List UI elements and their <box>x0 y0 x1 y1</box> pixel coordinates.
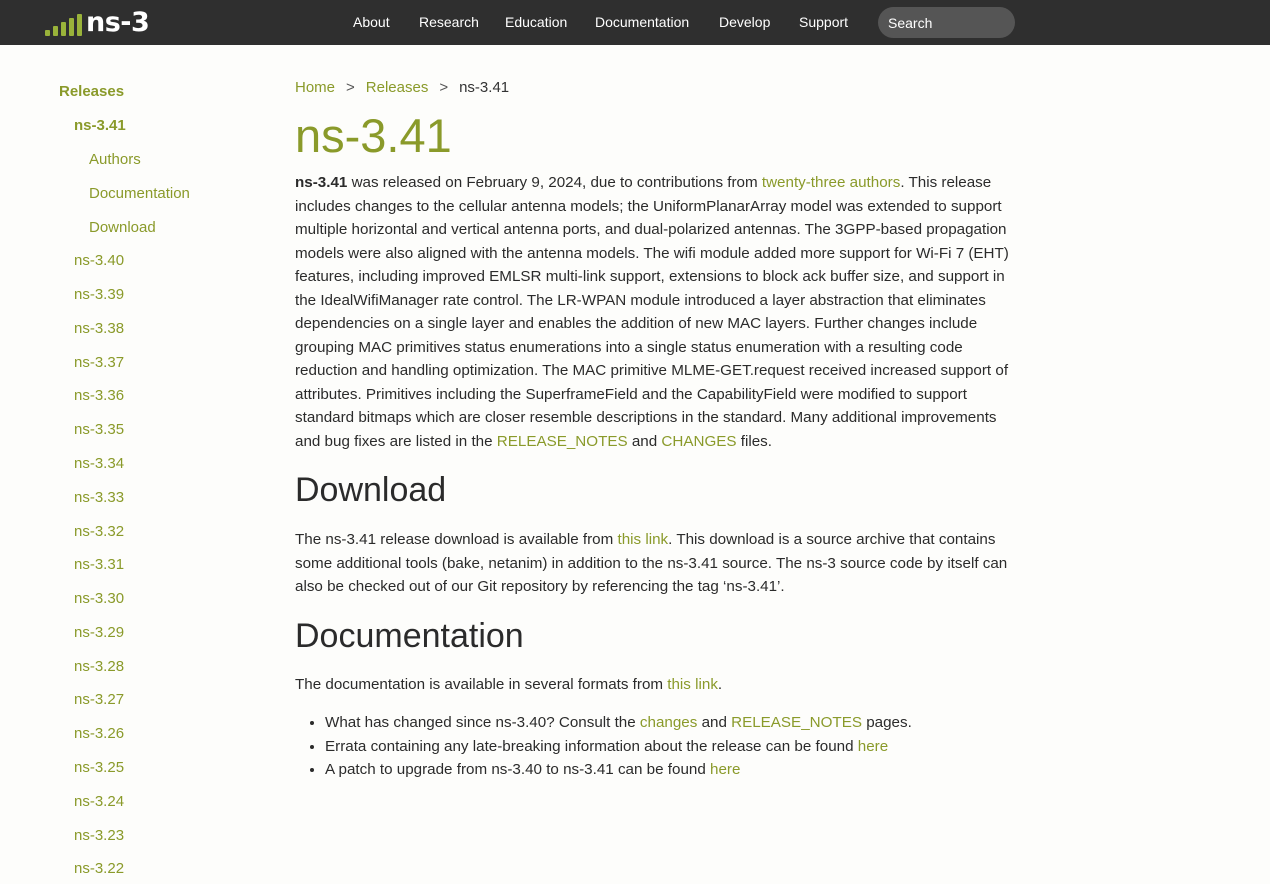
list-item-text: What has changed since ns-3.40? Consult the <box>325 714 640 731</box>
sidebar-item-release[interactable]: ns-3.24 <box>74 793 125 810</box>
sidebar-item-release[interactable]: ns-3.31 <box>74 556 125 573</box>
intro-text: . This release includes changes to the cellular antenna models; the UniformPlanarArray model was extended to support multiple horizontal and vertical antenna ports, and dual-polarized antennas. The 3GPP-based propagation models were also aligned with the antenna models. The wifi module added more support for Wi-Fi 7 (EHT) features, including improved EMLSR multi-link support, extensions to block ack buffer size, and support in the IdealWifiManager rate control. The LR-WPAN module introduced a layer abstraction that eliminates dependencies on a single layer and enables the addition of new MAC layers. Further changes include grouping MAC primitives status enumerations into a single status enumeration with a resulting code reduction and handling optimization. The MAC primitive MLME-GET.request received increased support of attributes. Primitives including the SuperframeField and the CapabilityField were modified to support standard bitmaps which are closer resemble descriptions in the standard. Many additional improvements and bug fixes are listed in the <box>295 174 1009 450</box>
site-logo[interactable] <box>45 7 150 38</box>
sidebar-item-download[interactable]: Download <box>89 219 156 236</box>
sidebar-item-release[interactable]: ns-3.25 <box>74 759 125 776</box>
changes-link[interactable]: CHANGES <box>661 432 737 450</box>
documentation-list <box>295 711 1025 782</box>
sidebar-item-release[interactable]: ns-3.23 <box>74 827 125 844</box>
sidebar-item-release[interactable]: ns-3.26 <box>74 725 125 742</box>
sidebar-item-release[interactable]: ns-3.33 <box>74 489 125 506</box>
nav-develop[interactable]: Develop <box>719 14 771 30</box>
nav-research[interactable]: Research <box>419 14 479 30</box>
logo-text: ns-3 <box>86 7 150 38</box>
intro-text: and <box>627 432 662 450</box>
sidebar-item-release[interactable]: ns-3.22 <box>74 860 125 877</box>
list-item <box>325 735 1025 759</box>
sidebar-item-release[interactable]: ns-3.35 <box>74 421 125 438</box>
list-item-text: Errata containing any late-breaking information about the release can be found <box>325 737 858 755</box>
top-navbar <box>0 0 1270 45</box>
sidebar-item-release[interactable]: ns-3.40 <box>74 252 125 269</box>
breadcrumb-separator: > <box>346 79 355 96</box>
sidebar-item-release[interactable]: ns-3.32 <box>74 523 125 540</box>
documentation-text: The documentation is available in several formats from <box>295 676 668 693</box>
list-item-text: A patch to upgrade from ns-3.40 to ns-3.41 can be found <box>325 761 711 778</box>
sidebar-item-authors[interactable]: Authors <box>89 151 141 168</box>
page-title: ns-3.41 <box>295 109 452 162</box>
intro-bold-version: ns-3.41 <box>295 174 348 191</box>
download-link[interactable]: this link <box>617 531 669 548</box>
list-item <box>325 711 1025 735</box>
sidebar-item-releases[interactable]: Releases <box>59 83 125 100</box>
list-item-text: pages. <box>861 714 912 731</box>
breadcrumb-current: ns-3.41 <box>459 79 510 96</box>
nav-education[interactable]: Education <box>505 14 568 30</box>
documentation-text: . <box>717 676 723 693</box>
sidebar-item-documentation[interactable]: Documentation <box>89 185 190 202</box>
documentation-link[interactable]: this link <box>667 676 718 693</box>
intro-text: files. <box>736 432 772 450</box>
authors-link[interactable]: twenty-three authors <box>761 174 901 191</box>
sidebar-item-release[interactable]: ns-3.39 <box>74 286 125 303</box>
sidebar-item-release[interactable]: ns-3.28 <box>74 658 125 675</box>
nav-support[interactable]: Support <box>799 14 849 30</box>
download-heading: Download <box>295 471 447 509</box>
sidebar-item-release[interactable]: ns-3.27 <box>74 691 125 708</box>
documentation-heading: Documentation <box>295 617 524 655</box>
sidebar-item-release[interactable]: ns-3.36 <box>74 387 125 404</box>
signal-bars-icon <box>45 14 82 36</box>
documentation-paragraph <box>295 673 1020 697</box>
release-notes-link[interactable]: RELEASE_NOTES <box>496 432 628 450</box>
sidebar-item-release[interactable]: ns-3.30 <box>74 590 125 607</box>
release-notes-page-link[interactable]: RELEASE_NOTES <box>731 714 862 731</box>
sidebar-item-release[interactable]: ns-3.37 <box>74 354 125 371</box>
intro-text: was released on February 9, 2024, due to contributions from <box>347 174 762 191</box>
search-input[interactable] <box>878 7 1015 38</box>
list-item <box>325 758 1025 782</box>
nav-documentation[interactable]: Documentation <box>595 14 690 30</box>
download-text: . This download is a source archive that contains some additional tools (bake, netanim) in addition to the ns-3.41 source. The ns-3 source code by itself can also be checked out of our Git repository by referencing the tag ‘ns-3.41’. <box>295 531 1008 595</box>
list-item-text: and <box>697 714 732 731</box>
sidebar-item-release[interactable]: ns-3.38 <box>74 320 125 337</box>
sidebar-item-ns-3-41[interactable]: ns-3.41 <box>74 117 126 134</box>
download-paragraph <box>295 528 1020 599</box>
breadcrumb-separator: > <box>439 79 449 96</box>
patch-link[interactable]: here <box>710 761 741 778</box>
changes-page-link[interactable]: changes <box>639 714 698 731</box>
errata-link[interactable]: here <box>857 737 889 755</box>
sidebar-item-release[interactable]: ns-3.29 <box>74 624 125 641</box>
intro-paragraph <box>295 171 1020 453</box>
sidebar-item-release[interactable]: ns-3.34 <box>74 455 125 472</box>
breadcrumb <box>295 79 509 96</box>
nav-about[interactable]: About <box>353 14 390 30</box>
breadcrumb-releases[interactable]: Releases <box>365 79 429 96</box>
download-text: The ns-3.41 release download is available from <box>295 531 618 548</box>
breadcrumb-home[interactable]: Home <box>295 79 336 96</box>
